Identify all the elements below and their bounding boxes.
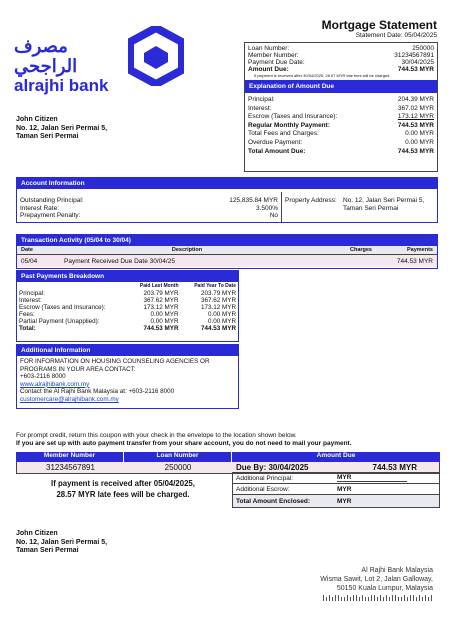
prepayment-penalty-label: Prepayment Penalty:	[20, 212, 81, 220]
table-row	[17, 255, 437, 267]
recipient-address-line1: No. 12, Jalan Seri Permai 5,	[16, 124, 108, 132]
transaction-description: Payment Received Due Date 30/04/25	[64, 257, 175, 265]
logo-english-name: alrajhi bank	[14, 76, 109, 95]
past-fees-last: 0.00 MYR	[150, 311, 179, 318]
explanation-overdue-value: 0.00 MYR	[405, 138, 434, 146]
coupon-recipient-line2: Taman Seri Permai	[16, 547, 79, 554]
website-link[interactable]: www.alrajhibank.com.my	[20, 380, 90, 388]
past-partial-last: 0.00 MYR	[150, 318, 179, 325]
transaction-heading: Transaction Activity (05/04 to 30/04)	[17, 235, 437, 246]
explanation-total-value: 744.53 MYR	[397, 147, 434, 155]
payment-due-date-value: 30/04/2025	[401, 59, 434, 66]
coupon-loan-number: 250000	[164, 463, 192, 472]
property-address	[343, 197, 424, 212]
explanation-regular-payment-row	[248, 122, 434, 131]
amount-due-value: 744.53 MYR	[397, 66, 434, 73]
past-interest-label: Interest:	[19, 297, 42, 304]
explanation-fees-row	[248, 130, 434, 139]
past-total-last: 744.53 MYR	[143, 325, 179, 332]
total-enclosed-label: Total Amount Enclosed:	[236, 497, 311, 505]
past-col-ytd: Paid Year To Date	[194, 283, 236, 289]
past-principal-label: Principal:	[19, 290, 45, 297]
property-address-label: Property Address:	[285, 197, 337, 204]
coupon-late-line2: 28.57 MYR late fees will be charged.	[56, 490, 190, 499]
explanation-interest-value: 367.02 MYR	[397, 104, 434, 112]
explanation-escrow-value: 173.12 MYR	[397, 113, 434, 121]
coupon-col-loan: Loan Number	[124, 452, 232, 462]
loan-summary-box	[244, 42, 438, 172]
loan-number-row	[248, 45, 434, 52]
coupon-late-line1: If payment is received after 05/04/2025,	[51, 479, 195, 488]
prepayment-penalty-row	[20, 212, 278, 220]
past-partial-label: Partial Payment (Unapplied):	[19, 318, 100, 325]
coupon-member-number: 31234567891	[46, 463, 95, 472]
past-interest-last: 367.62 MYR	[143, 297, 179, 304]
explanation-principal-row	[248, 96, 434, 105]
recipient-address-block	[16, 116, 107, 142]
past-payments-box	[16, 270, 239, 342]
counseling-line1: FOR INFORMATION ON HOUSING COUNSELING AGENCIES OR	[20, 358, 210, 365]
property-address-line1: No. 12, Jalan Seri Permai 5,	[343, 197, 425, 204]
past-total-label: Total:	[19, 325, 36, 332]
account-info-heading: Account Information	[17, 178, 437, 189]
coupon-col-amount: Amount Due	[232, 452, 440, 462]
contact-line: Contact the Al Rajhi Bank Malaysia at: +603-2116 8000	[20, 388, 175, 396]
col-date: Date	[21, 247, 33, 253]
remit-address-line2: 50150 Kuala Lumpur, Malaysia	[336, 585, 433, 592]
outstanding-principal-label: Outstanding Principal:	[20, 197, 84, 204]
recipient-address-line2: Taman Seri Permai	[16, 133, 79, 140]
coupon-late-fee	[16, 478, 230, 500]
explanation-escrow-label: Escrow (Taxes and Insurance):	[248, 113, 338, 121]
past-principal-last: 203.79 MYR	[143, 290, 179, 297]
member-number-value: 31234567891	[394, 52, 434, 59]
table-row	[17, 318, 238, 325]
coupon-recipient-line1: No. 12, Jalan Seri Permai 5,	[16, 538, 108, 546]
payment-coupon	[16, 452, 440, 474]
interest-rate-label: Interest Rate:	[20, 204, 60, 212]
remit-name: Al Rajhi Bank Malaysia	[361, 567, 433, 574]
transaction-activity-box	[16, 234, 438, 269]
past-fees-label: Fees:	[19, 311, 35, 318]
loan-number-label: Loan Number:	[248, 45, 290, 52]
bank-logo-mark-icon	[128, 26, 184, 86]
coupon-amount-due	[232, 463, 439, 472]
interest-rate-row	[20, 205, 278, 213]
explanation-overdue-row	[248, 139, 434, 148]
explanation-principal-value: 204.39 MYR	[397, 96, 434, 103]
account-info-box	[16, 177, 438, 223]
interest-rate-value: 3.500%	[255, 204, 278, 212]
past-escrow-last: 173.12 MYR	[143, 304, 179, 311]
explanation-escrow-row	[248, 113, 434, 122]
past-partial-ytd: 0.00 MYR	[208, 318, 236, 325]
additional-info-body	[17, 356, 238, 406]
recipient-name: John Citizen	[16, 116, 58, 123]
additional-escrow-row	[233, 484, 439, 495]
past-principal-ytd: 203.79 MYR	[200, 290, 236, 297]
logo-arabic-name: مصرف الراجحي	[14, 36, 78, 76]
outstanding-principal-value: 125,835.84 MYR	[229, 197, 278, 204]
postal-barcode-icon	[323, 595, 433, 601]
statement-date: Statement Date: 05/04/2025	[355, 32, 437, 39]
additional-escrow-input[interactable]: MYR	[337, 485, 352, 493]
coupon-instructions	[16, 432, 441, 448]
member-number-row	[248, 52, 434, 59]
past-payments-table	[17, 283, 238, 332]
table-row	[17, 304, 238, 311]
explanation-heading: Explanation of Amount Due	[245, 80, 437, 93]
explanation-regular-payment-value: 744.53 MYR	[397, 121, 434, 129]
coupon-recipient-name: John Citizen	[16, 530, 58, 537]
col-charges: Charges	[349, 247, 372, 253]
table-row	[17, 311, 238, 318]
additional-info-box	[16, 344, 239, 409]
additional-principal-label: Additional Principal:	[236, 474, 294, 482]
coupon-extras	[232, 472, 440, 508]
table-row	[17, 297, 238, 304]
outstanding-principal-row	[20, 197, 278, 205]
late-fee-note: If payment is received after 30/04/2025, 28.57 MYR late fees will be charged.	[254, 73, 391, 78]
remit-address-line1: Wisma Sawit, Lot 2, Jalan Galloway,	[320, 576, 433, 583]
amount-due-row	[248, 66, 434, 73]
past-escrow-label: Escrow (Taxes and Insurance):	[19, 304, 106, 311]
member-number-label: Member Number:	[248, 52, 299, 59]
payment-due-date-label: Payment Due Date:	[248, 59, 305, 66]
coupon-due-by: Due By: 30/04/2025	[236, 463, 309, 472]
explanation-regular-payment-label: Regular Monthly Payment:	[248, 121, 330, 129]
email-link[interactable]: customercare@alrajhibank.com.my	[20, 395, 119, 403]
loan-number-value: 250000	[412, 45, 434, 52]
explanation-interest-label: Interest:	[248, 104, 272, 112]
table-row	[17, 290, 238, 297]
past-total-ytd: 744.53 MYR	[200, 325, 236, 332]
coupon-recipient-address	[16, 530, 107, 556]
table-row	[17, 325, 238, 332]
account-values	[20, 197, 278, 220]
statement-title: Mortgage Statement	[321, 18, 437, 32]
past-payments-heading: Past Payments Breakdown	[17, 271, 238, 282]
counseling-phone: +603-2116 8000	[20, 373, 66, 381]
coupon-col-member: Member Number	[16, 452, 124, 462]
counseling-line2: PROGRAMS IN YOUR AREA CONTACT:	[20, 365, 136, 373]
coupon-due-amount: 744.53 MYR	[372, 463, 417, 472]
past-fees-ytd: 0.00 MYR	[208, 311, 236, 318]
additional-escrow-label: Additional Escrow:	[236, 485, 290, 493]
additional-info-heading: Additional Information	[17, 345, 238, 356]
additional-principal-input[interactable]: MYR	[337, 474, 407, 482]
explanation-total-label: Total Amount Due:	[248, 147, 306, 155]
explanation-interest-row	[248, 105, 434, 114]
autopay-note: If you are set up with auto payment transfer from your share account, you do not need to mail your payment.	[16, 440, 352, 447]
additional-principal-row	[233, 473, 439, 484]
past-payments-header-row	[17, 283, 238, 290]
total-enclosed-row	[233, 495, 439, 507]
explanation-total-row	[248, 148, 434, 157]
prepayment-penalty-value: No	[269, 212, 278, 220]
past-col-label	[17, 283, 127, 290]
coupon-header-row	[16, 452, 440, 462]
account-divider	[281, 192, 282, 222]
explanation-fees-value: 0.00 MYR	[405, 130, 434, 138]
total-enclosed-input[interactable]: MYR	[337, 497, 352, 505]
col-description: Description	[171, 247, 203, 253]
col-payments: Payments	[407, 247, 433, 253]
coupon-instruction-text: For prompt credit, return this coupon with your check in the envelope to the location shown below.	[16, 432, 297, 439]
transaction-payments: 744.53 MYR	[396, 257, 433, 265]
transaction-header-row	[17, 246, 437, 255]
transaction-date: 05/04	[21, 257, 38, 265]
explanation-overdue-label: Overdue Payment:	[248, 138, 303, 146]
remit-to-address	[320, 566, 433, 593]
past-escrow-ytd: 173.12 MYR	[200, 304, 236, 311]
explanation-fees-label: Total Fees and Charges:	[248, 130, 319, 138]
past-col-last-month: Paid Last Month	[139, 283, 179, 289]
property-address-line2: Taman Seri Permai	[343, 204, 399, 212]
explanation-principal-label: Principal:	[248, 96, 275, 103]
amount-due-label: Amount Due:	[248, 66, 289, 73]
past-interest-ytd: 367.62 MYR	[200, 297, 236, 304]
payment-due-date-row	[248, 59, 434, 66]
